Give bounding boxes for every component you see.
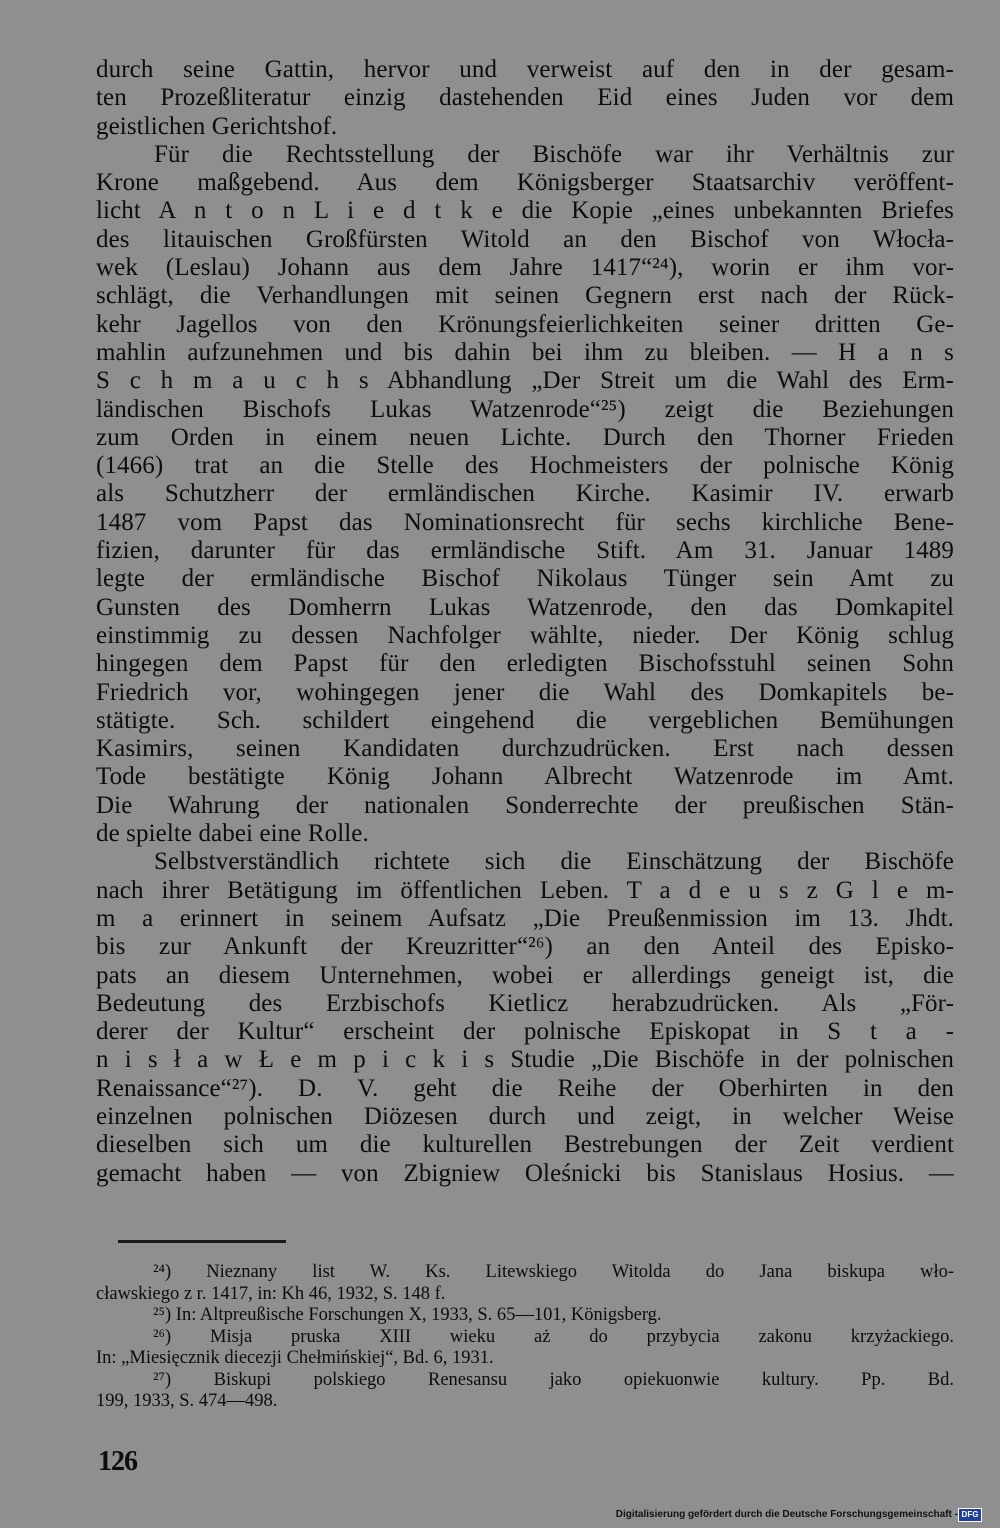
text-line: Tode bestätigte König Johann Albrecht Watzenrode im Amt. [96,763,954,791]
footnote-separator [118,1240,286,1243]
text-line: durch seine Gattin, hervor und verweist auf den in der gesam- [96,56,954,83]
text-line: als Schutzherr der ermländischen Kirche. Kasimir IV. erwarb [96,480,954,508]
text-line: n i s ł a w Ł e m p i c k i s Studie „Die Bischöfe in der polnischen [96,1046,954,1074]
text-line: nach ihrer Betätigung im öffentlichen Leben. T a d e u s z G l e m- [96,876,954,904]
body-text [96,56,954,1188]
text-line: Gunsten des Domherrn Lukas Watzenrode, den das Domkapitel [96,593,954,621]
dfg-logo-text: DFG [961,1510,979,1519]
text-line: zum Orden in einem neuen Lichte. Durch den Thorner Frieden [96,423,954,451]
text-line: bis zur Ankunft der Kreuzritter“²⁶) an den Anteil des Episko- [96,933,954,961]
dfg-logo [958,1508,982,1522]
text-line: mahlin aufzunehmen und bis dahin bei ihm zu bleiben. — H a n s [96,338,954,366]
text-line: Für die Rechtsstellung der Bischöfe war ihr Verhältnis zur [154,140,954,168]
text-line: Krone maßgebend. Aus dem Königsberger Staatsarchiv veröffent- [96,169,954,197]
text-line: de spielte dabei eine Rolle. [96,820,369,848]
text-line: kehr Jagellos von den Krönungsfeierlichkeiten seiner dritten Ge- [96,310,954,338]
text-line: legte der ermländische Bischof Nikolaus Tünger sein Amt zu [96,565,954,593]
text-line: geistlichen Gerichtshof. [96,112,338,140]
text-line: dieselben sich um die kulturellen Bestrebungen der Zeit verdient [96,1131,954,1159]
text-line: Renaissance“²⁷). D. V. geht die Reihe der Oberhirten in den [96,1074,954,1102]
text-line: S c h m a u c h s Abhandlung „Der Streit um die Wahl des Erm- [96,367,954,395]
text-line: licht A n t o n L i e d t k e die Kopie „eines unbekannten Briefes [96,197,954,225]
footnote-line: 199, 1933, S. 474—498. [96,1391,278,1411]
text-line: gemacht haben — von Zbigniew Oleśnicki bis Stanislaus Hosius. — [96,1159,954,1187]
text-line: Die Wahrung der nationalen Sonderrechte der preußischen Stän- [96,791,954,819]
text-line: (1466) trat an die Stelle des Hochmeisters der polnische König [96,452,954,480]
text-line: einzelnen polnischen Diözesen durch und zeigt, in welcher Weise [96,1102,954,1130]
footnote-line: ²⁵) In: Altpreußische Forschungen X, 1933, S. 65—101, Königsberg. [153,1305,662,1325]
footnote-line: ²⁶) Misja pruska XIII wieku aż do przybycia zakonu krzyżackiego. [153,1326,954,1347]
text-line: fizien, darunter für das ermländische Stift. Am 31. Januar 1489 [96,537,954,565]
footnote-line: In: „Miesięcznik diecezji Chełmińskiej“, Bd. 6, 1931. [96,1348,494,1368]
text-line: ten Prozeßliteratur einzig dastehenden Eid eines Juden vor dem [96,84,954,112]
text-line: Selbstverständlich richtete sich die Einschätzung der Bischöfe [154,848,954,876]
text-line: ländischen Bischofs Lukas Watzenrode“²⁵) zeigt die Beziehungen [96,395,954,423]
text-line: derer der Kultur“ erscheint der polnische Episkopat in S t a - [96,1018,954,1046]
text-line: 1487 vom Papst das Nominationsrecht für sechs kirchliche Bene- [96,508,954,536]
page-number: 126 [98,1446,137,1477]
text-line: Kasimirs, seinen Kandidaten durchzudrücken. Erst nach dessen [96,735,954,763]
text-line: hingegen dem Papst für den erledigten Bischofsstuhl seinen Sohn [96,650,954,678]
text-line: m a erinnert in seinem Aufsatz „Die Preußenmission im 13. Jhdt. [96,904,954,932]
digitization-credit: Digitalisierung gefördert durch die Deutsche Forschungsgemeinschaft - [615,1509,958,1520]
text-line: Friedrich vor, wohingegen jener die Wahl des Domkapitels be- [96,678,954,706]
footnote-line: cławskiego z r. 1417, in: Kh 46, 1932, S. 148 f. [96,1283,446,1304]
footnotes [96,1262,954,1413]
footnote-line: ²⁴) Nieznany list W. Ks. Litewskiego Witolda do Jana biskupa wło- [153,1262,954,1282]
text-line: einstimmig zu dessen Nachfolger wählte, nieder. Der König schlug [96,621,954,649]
text-line: wek (Leslau) Johann aus dem Jahre 1417“²⁴), worin er ihm vor- [96,254,954,282]
text-line: des litauischen Großfürsten Witold an den Bischof von Włocła- [96,225,954,253]
text-line: schlägt, die Verhandlungen mit seinen Gegnern erst nach der Rück- [96,282,954,310]
text-line: Bedeutung des Erzbischofs Kietlicz herabzudrücken. Als „För- [96,989,954,1017]
text-line: stätigte. Sch. schildert eingehend die vergeblichen Bemühungen [96,706,954,734]
footnote-line: ²⁷) Biskupi polskiego Renesansu jako opiekuonwie kultury. Pp. Bd. [153,1369,954,1390]
text-line: pats an diesem Unternehmen, wobei er allerdings geneigt ist, die [96,961,954,989]
